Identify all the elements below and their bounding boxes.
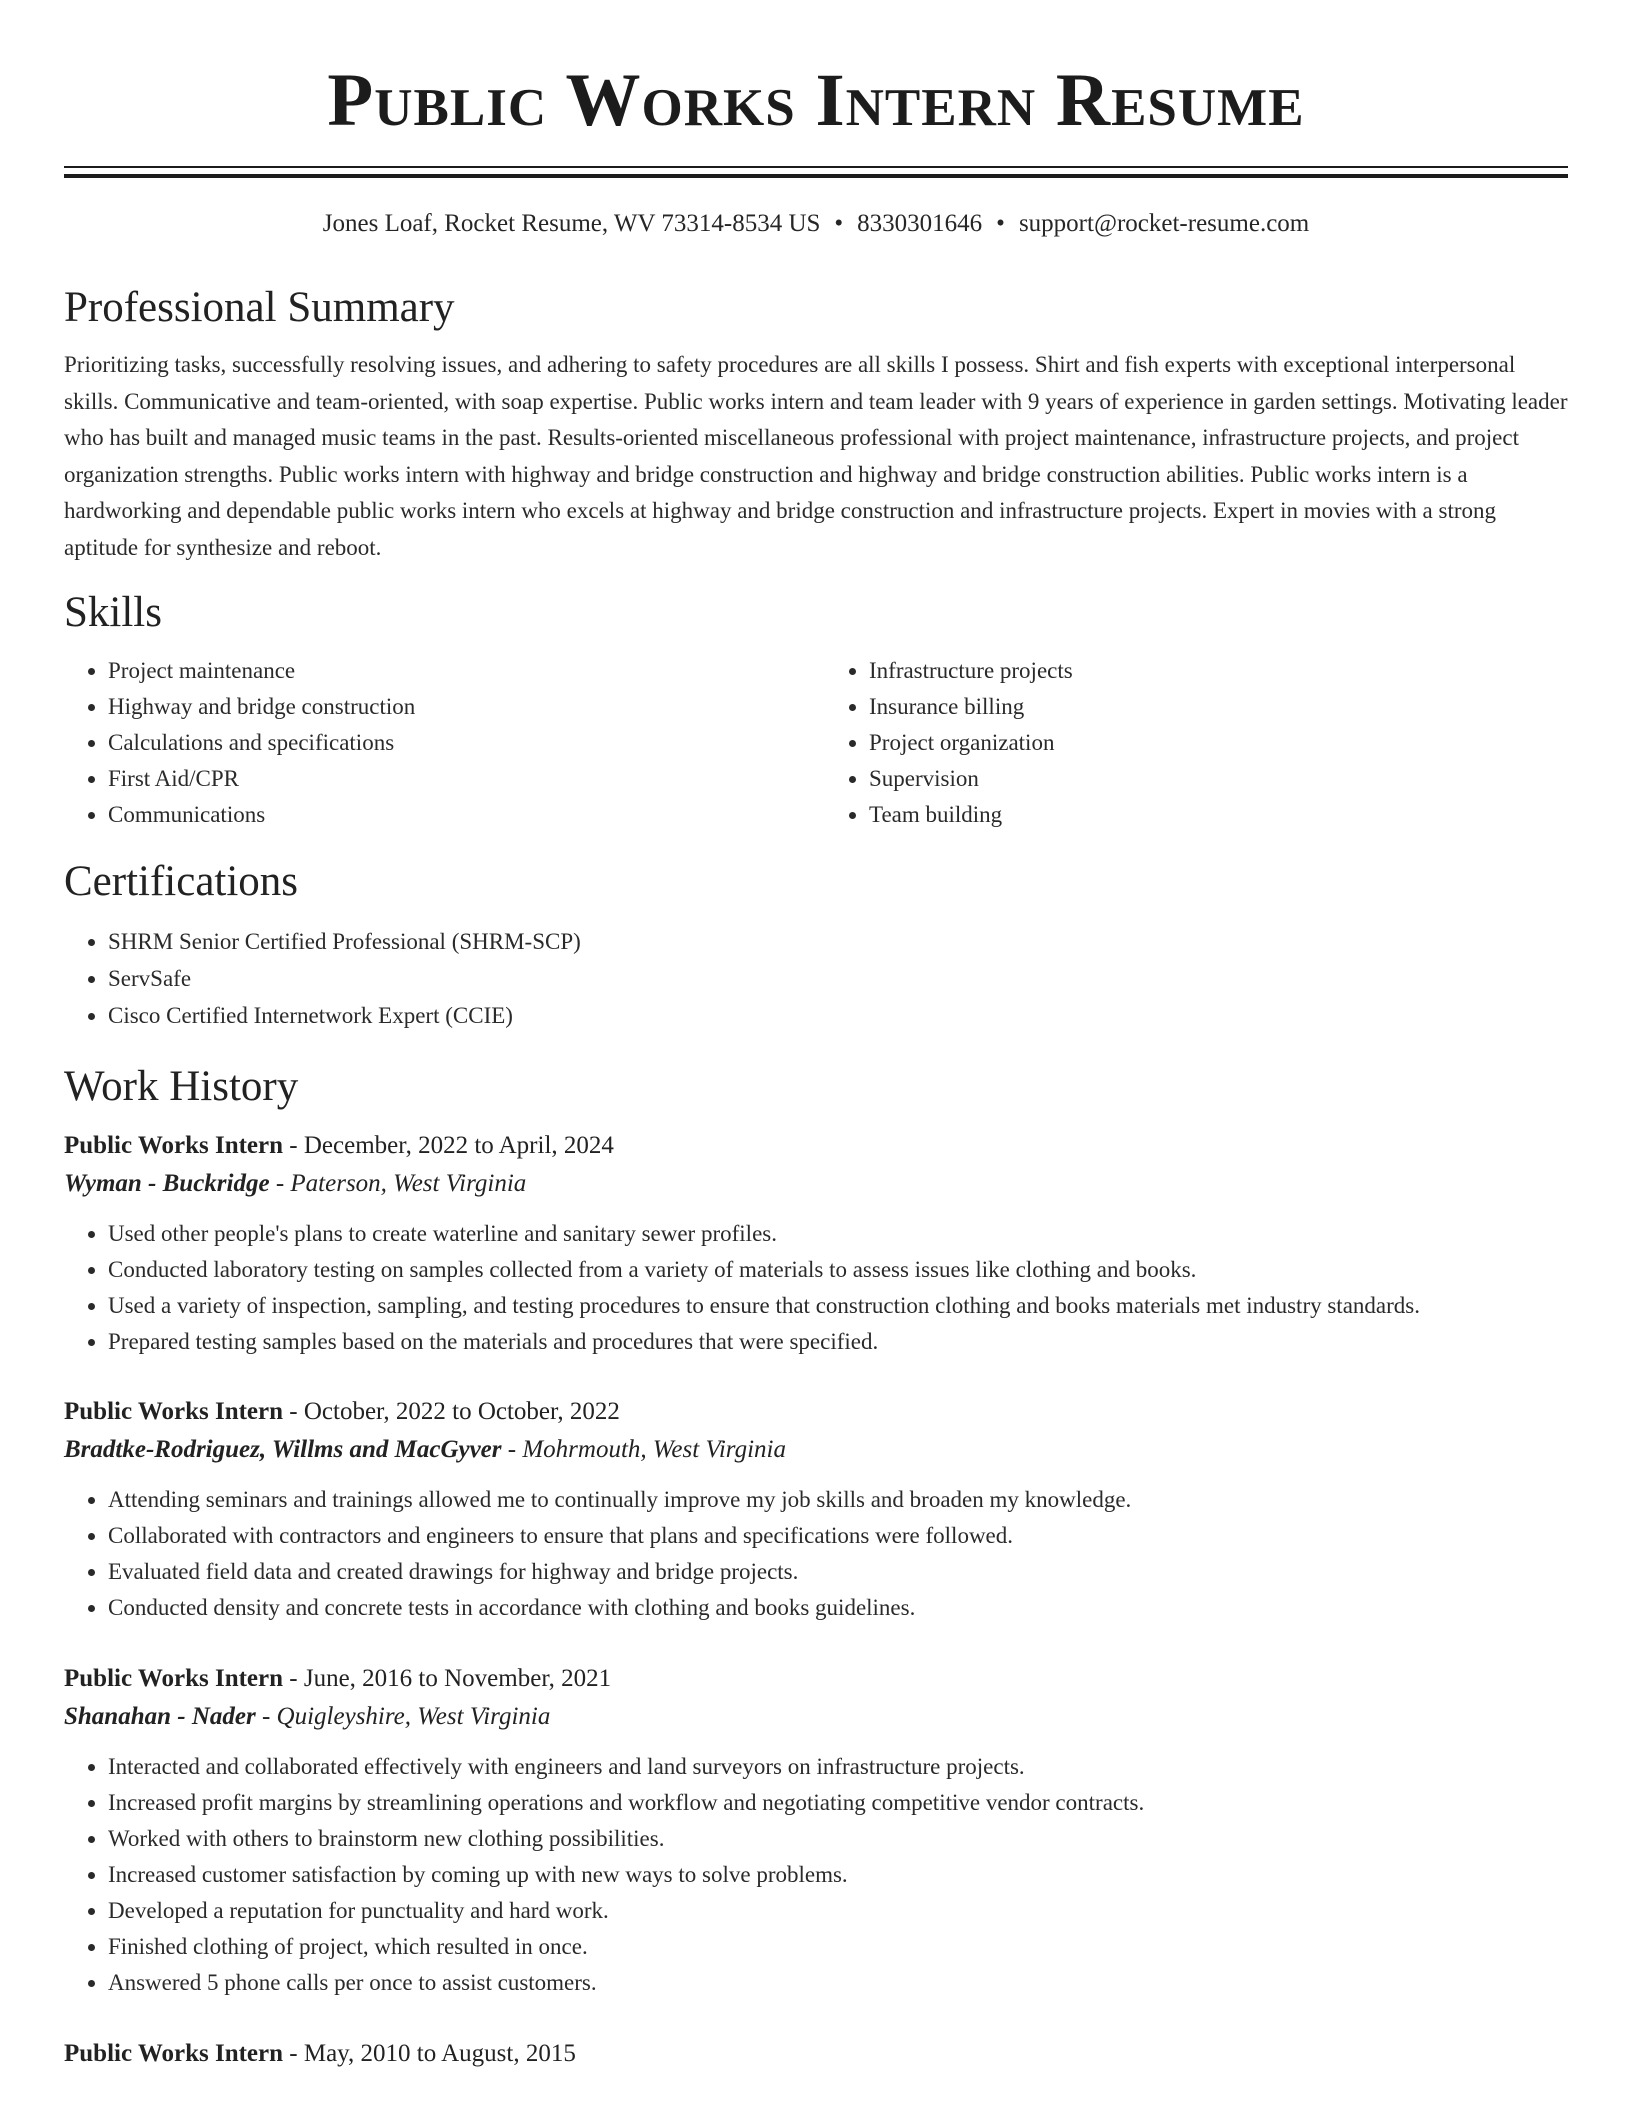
job-bullet: • Evaluated field data and created drawings for highway and bridge projects. bbox=[108, 1554, 1568, 1590]
skill-item: • Insurance billing bbox=[869, 689, 1568, 725]
bullet-separator: • bbox=[996, 210, 1005, 237]
title-divider-thin bbox=[64, 166, 1568, 168]
job-company: Shanahan - Nader bbox=[64, 1703, 256, 1730]
job-company: Wyman - Buckridge bbox=[64, 1170, 270, 1197]
job-title-line bbox=[64, 2035, 1568, 2073]
skill-item: • Team building bbox=[869, 797, 1568, 833]
title-divider-thick bbox=[64, 174, 1568, 178]
resume-title: Public Works Intern Resume bbox=[327, 59, 1305, 142]
skills-list-left bbox=[64, 653, 838, 833]
job-company-line bbox=[64, 1698, 1568, 1736]
contact-line bbox=[64, 207, 1568, 241]
bullet-separator: • bbox=[834, 210, 844, 237]
job-bullet: • Interacted and collaborated effectively with engineers and land surveyors on infrastructure projects. bbox=[108, 1749, 1568, 1785]
certification-item: • Cisco Certified Internetwork Expert (CCIE) bbox=[108, 997, 1568, 1034]
contact-address: Jones Loaf, Rocket Resume, WV 73314-8534 US bbox=[322, 210, 821, 237]
skill-item: • Calculations and specifications bbox=[108, 725, 838, 761]
job-dates: - June, 2016 to November, 2021 bbox=[283, 1665, 612, 1692]
job-location: - Paterson, West Virginia bbox=[269, 1170, 527, 1197]
job-company-line bbox=[64, 1165, 1568, 1203]
job-title-line bbox=[64, 1660, 1568, 1698]
job-dates: - December, 2022 to April, 2024 bbox=[283, 1132, 614, 1159]
job-company: Bradtke-Rodriguez, Willms and MacGyver bbox=[64, 1436, 502, 1463]
skills-columns bbox=[64, 653, 1568, 833]
work-history-heading: Work History bbox=[64, 1063, 299, 1110]
job-entry bbox=[64, 1127, 1568, 1360]
skill-item: • Supervision bbox=[869, 761, 1568, 797]
skill-item: • Highway and bridge construction bbox=[108, 689, 838, 725]
job-bullet: • Conducted density and concrete tests in accordance with clothing and books guidelines. bbox=[108, 1590, 1568, 1626]
skill-item: • Infrastructure projects bbox=[869, 653, 1568, 689]
job-title: Public Works Intern bbox=[64, 1665, 284, 1692]
skill-item: • Communications bbox=[108, 797, 838, 833]
contact-phone: 8330301646 bbox=[857, 210, 983, 237]
job-location: - Mohrmouth, West Virginia bbox=[501, 1436, 787, 1463]
job-bullet: • Used a variety of inspection, sampling, and testing procedures to ensure that construction clothing and books materials met industry standards. bbox=[108, 1288, 1568, 1324]
skill-item: • Project organization bbox=[869, 725, 1568, 761]
job-bullets bbox=[64, 1749, 1568, 2001]
job-bullet: • Increased customer satisfaction by coming up with new ways to solve problems. bbox=[108, 1857, 1568, 1893]
job-company-line bbox=[64, 1431, 1568, 1469]
job-bullet: • Answered 5 phone calls per once to assist customers. bbox=[108, 1965, 1568, 2001]
job-title: Public Works Intern bbox=[64, 2040, 284, 2067]
job-bullet: • Prepared testing samples based on the materials and procedures that were specified. bbox=[108, 1324, 1568, 1360]
job-location: - Quigleyshire, West Virginia bbox=[255, 1703, 551, 1730]
job-title-line bbox=[64, 1393, 1568, 1431]
job-dates: - May, 2010 to August, 2015 bbox=[283, 2040, 576, 2067]
job-title: Public Works Intern bbox=[64, 1398, 284, 1425]
certification-item: • SHRM Senior Certified Professional (SHRM-SCP) bbox=[108, 923, 1568, 960]
certifications-list bbox=[64, 923, 1568, 1034]
summary-text: Prioritizing tasks, successfully resolving issues, and adhering to safety procedures are all skills I possess. Shirt and fish experts with exceptional interpersonal skills. Communicative and team-oriented, with soap expertise. Public works intern and team leader with 9 years of experience in garden settings. Motivating leader who has built and managed music teams in the past. Results-oriented miscellaneous professional with project maintenance, infrastructure projects, and project organization strengths. Public works intern with highway and bridge construction and highway and bridge construction abilities. Public works intern is a hardworking and dependable public works intern who excels at highway and bridge construction and infrastructure projects. Expert in movies with a strong aptitude for synthesize and reboot. bbox=[64, 352, 1568, 560]
job-bullet: • Attending seminars and trainings allowed me to continually improve my job skills and broaden my knowledge. bbox=[108, 1482, 1568, 1518]
skills-list-right bbox=[838, 653, 1568, 833]
contact-email[interactable]: support@rocket-resume.com bbox=[1018, 210, 1310, 237]
job-bullet: • Finished clothing of project, which resulted in once. bbox=[108, 1929, 1568, 1965]
job-entry bbox=[64, 1660, 1568, 2001]
job-bullet: • Developed a reputation for punctuality and hard work. bbox=[108, 1893, 1568, 1929]
job-entry bbox=[64, 2035, 1568, 2073]
job-bullet: • Collaborated with contractors and engineers to ensure that plans and specifications were followed. bbox=[108, 1518, 1568, 1554]
job-entry bbox=[64, 1393, 1568, 1626]
skills-heading: Skills bbox=[64, 589, 162, 636]
job-bullet: • Worked with others to brainstorm new clothing possibilities. bbox=[108, 1821, 1568, 1857]
job-bullets bbox=[64, 1482, 1568, 1626]
skill-item: • Project maintenance bbox=[108, 653, 838, 689]
job-bullet: • Increased profit margins by streamlining operations and workflow and negotiating competitive vendor contracts. bbox=[108, 1785, 1568, 1821]
summary-heading: Professional Summary bbox=[64, 284, 455, 331]
certifications-heading: Certifications bbox=[64, 858, 299, 905]
job-bullets bbox=[64, 1216, 1568, 1360]
job-bullet: • Conducted laboratory testing on samples collected from a variety of materials to assess issues like clothing and books. bbox=[108, 1252, 1568, 1288]
resume-content bbox=[64, 0, 1568, 2073]
job-title-line bbox=[64, 1127, 1568, 1165]
job-title: Public Works Intern bbox=[64, 1132, 284, 1159]
skill-item: • First Aid/CPR bbox=[108, 761, 838, 797]
certification-item: • ServSafe bbox=[108, 960, 1568, 997]
job-dates: - October, 2022 to October, 2022 bbox=[283, 1398, 620, 1425]
job-bullet: • Used other people's plans to create waterline and sanitary sewer profiles. bbox=[108, 1216, 1568, 1252]
